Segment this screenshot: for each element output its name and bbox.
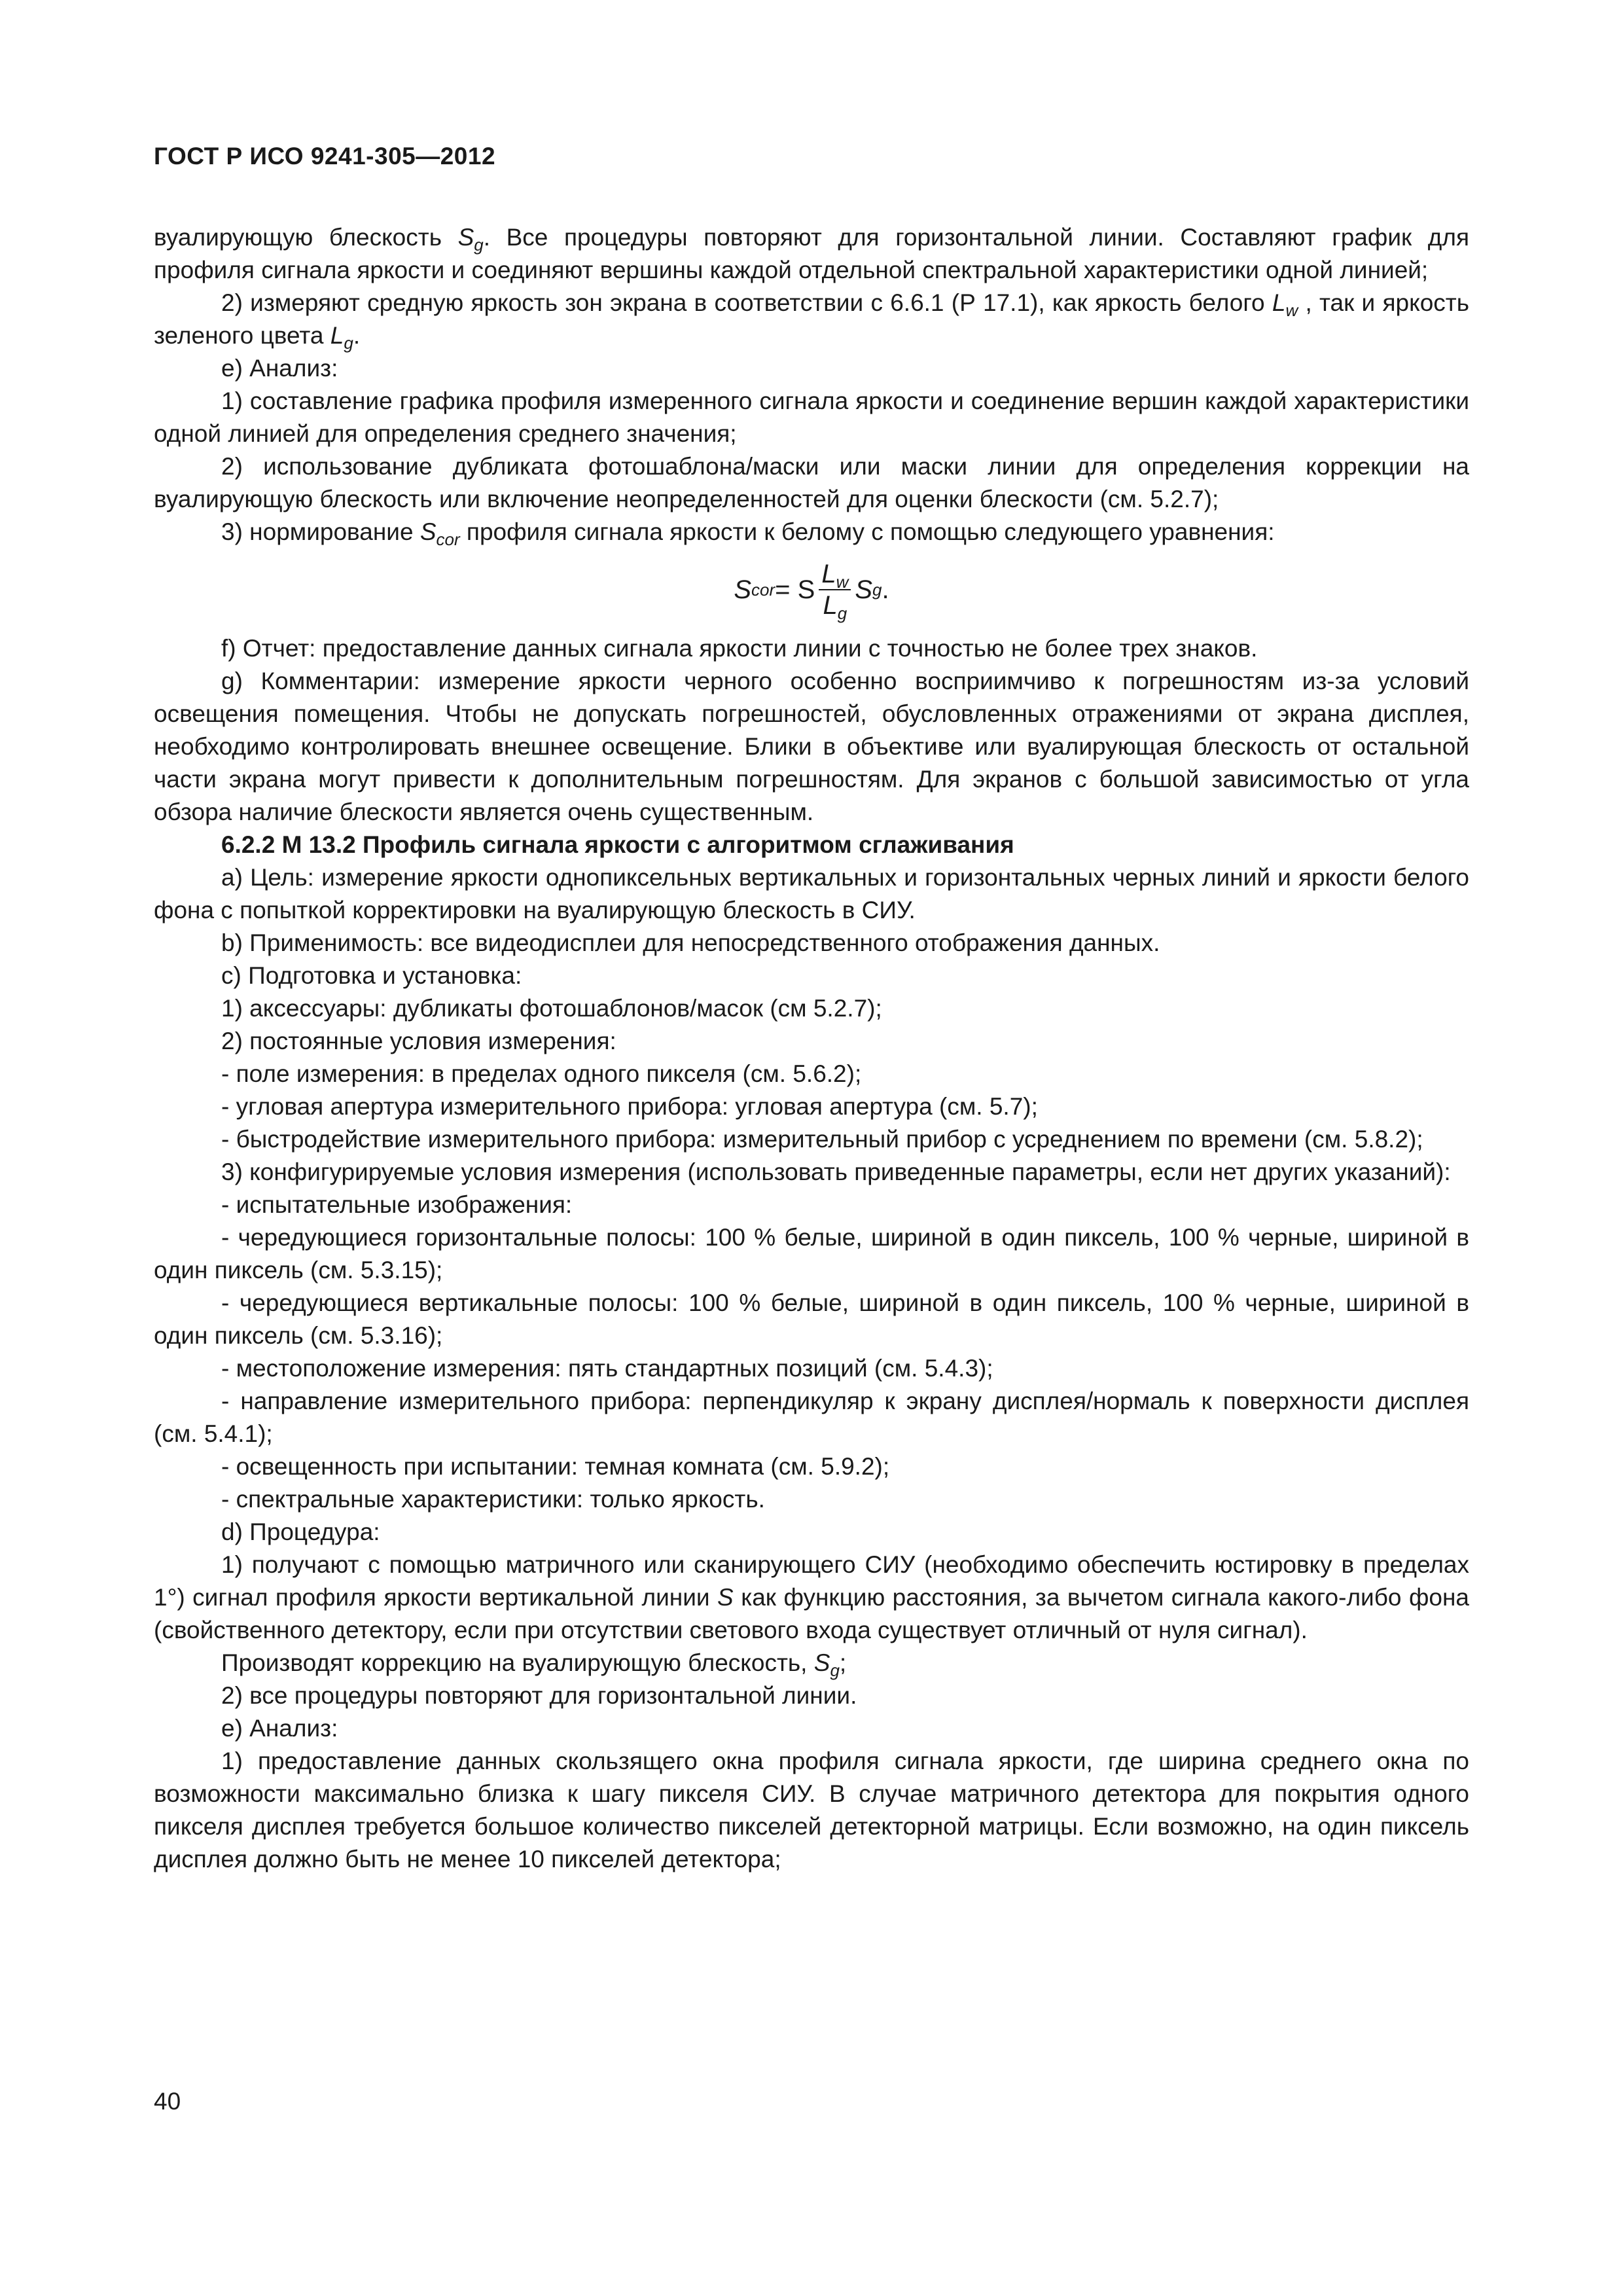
page-number: 40	[154, 2088, 181, 2115]
section-heading: 6.2.2 М 13.2 Профиль сигнала яркости с алгоритмом сглаживания	[221, 831, 1014, 858]
paragraph: 3) нормирование $S_{cor}$ профиля сигнала яркости к белому с помощью следующего уравнения:	[221, 518, 1275, 549]
paragraph: вуалирующую блескость $S_g$. Все процедуры повторяют для горизонтальной линии. Составляют график для профиля сигнала яркости и соединяют вершины каждой отдельной спектральной характеристики одной линией;	[154, 224, 1469, 283]
paragraph: 3) конфигурируемые условия измерения (использовать приведенные параметры, если нет других указаний):	[221, 1158, 1451, 1185]
paragraph: 2) все процедуры повторяют для горизонтальной линии.	[221, 1682, 857, 1709]
paragraph: - местоположение измерения: пять стандартных позиций (см. 5.4.3);	[221, 1355, 993, 1382]
paragraph: 1) составление графика профиля измеренного сигнала яркости и соединение вершин каждой характеристики одной линией для определения среднего значения;	[154, 387, 1469, 447]
paragraph: d) Процедура:	[221, 1518, 380, 1545]
paragraph: с) Подготовка и установка:	[221, 962, 522, 989]
equation: S cor = S $\frac{L_w}{L_g}$ S g .	[734, 560, 889, 623]
paragraph: - чередующиеся горизонтальные полосы: 100 % белые, шириной в один пиксель, 100 % черные, шириной в один пиксель (см. 5.3.15);	[154, 1224, 1469, 1283]
paragraph: b) Применимость: все видеодисплеи для непосредственного отображения данных.	[221, 929, 1160, 956]
paragraph: а) Цель: измерение яркости однопиксельных вертикальных и горизонтальных черных линий и яркости белого фона с попыткой корректировки на вуалирующую блескость в СИУ.	[154, 864, 1469, 924]
paragraph: 2) измеряют средную яркость зон экрана в соответствии с 6.6.1 (Р 17.1), как яркость белого $L_w$ , так и яркость зеленого цвета $L_g$.	[154, 289, 1469, 353]
paragraph: е) Анализ:	[221, 1715, 338, 1742]
paragraph: 1) аксессуары: дубликаты фотошаблонов/масок (см 5.2.7);	[221, 995, 882, 1022]
document-header: ГОСТ Р ИСО 9241-305—2012	[154, 143, 496, 170]
paragraph: g) Комментарии: измерение яркости черного особенно восприимчиво к погрешностям из-за условий освещения помещения. Чтобы не допускать погрешностей, обусловленных отражениями от экрана дисплея, необходимо контролировать внешнее освещение. Блики в объективе или вуалирующая блескость от остальной части экрана могут привести к дополнительным погрешностям. Для экранов с большой зависимостью от угла обзора наличие блескости является очень существенным.	[154, 668, 1469, 825]
paragraph: - чередующиеся вертикальные полосы: 100 % белые, шириной в один пиксель, 100 % черные, шириной в один пиксель (см. 5.3.16);	[154, 1289, 1469, 1349]
paragraph: е) Анализ:	[221, 355, 338, 382]
paragraph: f) Отчет: предоставление данных сигнала яркости линии с точностью не более трех знаков.	[221, 635, 1258, 662]
paragraph: - поле измерения: в пределах одного пикселя (см. 5.6.2);	[221, 1060, 862, 1087]
paragraph: - освещенность при испытании: темная комната (см. 5.9.2);	[221, 1453, 890, 1480]
paragraph: 2) постоянные условия измерения:	[221, 1028, 616, 1054]
paragraph: - угловая апертура измерительного прибора: угловая апертура (см. 5.7);	[221, 1093, 1038, 1120]
paragraph: Производят коррекцию на вуалирующую блескость, $S_g$;	[221, 1649, 847, 1680]
paragraph: - быстродействие измерительного прибора: измерительный прибор с усреднением по времени (см. 5.8.2);	[221, 1126, 1423, 1153]
paragraph: - испытательные изображения:	[221, 1191, 573, 1218]
paragraph: - спектральные характеристики: только яркость.	[221, 1486, 765, 1513]
paragraph: 1) предоставление данных скользящего окна профиля сигнала яркости, где ширина среднего окна по возможности максимально близка к шагу пикселя СИУ. В случае матричного детектора для покрытия одного пикселя дисплея требуется большое количество пикселей детекторной матрицы. Если возможно, на один пиксель дисплея должно быть не менее 10 пикселей детектора;	[154, 1748, 1469, 1873]
equation-fraction: $\frac{L_w}{L_g}$	[819, 559, 851, 620]
paragraph: 1) получают с помощью матричного или сканирующего СИУ (необходимо обеспечить юстировку в пределах 1°) сигнал профиля яркости вертикальной линии S как функцию расстояния, за вычетом сигнала какого-либо фона (свойственного детектору, если при отсутствии светового входа существует отличный от нуля сигнал).	[154, 1551, 1469, 1643]
page-body	[154, 221, 1469, 1876]
paragraph: 2) использование дубликата фотошаблона/маски или маски линии для определения коррекции на вуалирующую блескость или включение неопределенностей для оценки блескости (см. 5.2.7);	[154, 453, 1469, 512]
paragraph: - направление измерительного прибора: перпендикуляр к экрану дисплея/нормаль к поверхности дисплея (см. 5.4.1);	[154, 1388, 1469, 1447]
